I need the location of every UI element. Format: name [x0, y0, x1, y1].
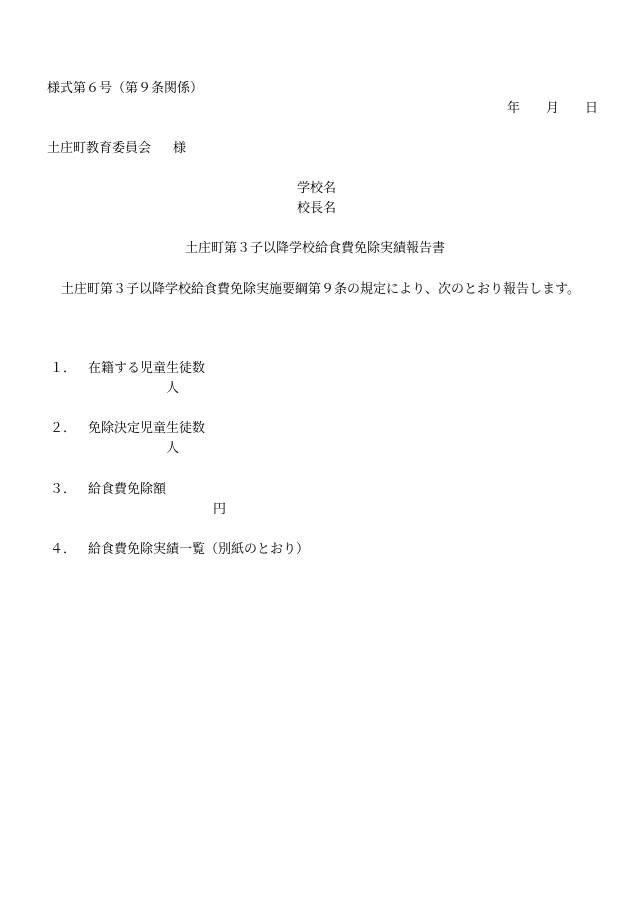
addressee: [47, 141, 186, 157]
principal-name-label: 校長名: [297, 201, 337, 216]
date-month-label: 月: [545, 101, 559, 116]
item-label: 在籍する児童生徒数: [88, 361, 206, 376]
item-label: 給食費免除実績一覧（別紙のとおり）: [88, 542, 310, 557]
date-line: [507, 101, 598, 117]
item-label: 免除決定児童生徒数: [88, 421, 206, 436]
addressee-honorific: 様: [173, 141, 187, 156]
item-number: ２．: [50, 421, 77, 436]
item-number: ４．: [50, 542, 77, 557]
date-day-label: 日: [584, 101, 598, 116]
date-year-label: 年: [506, 101, 520, 116]
document-body: 土庄町第３子以降学校給食費免除実施要綱第９条の規定により、次のとおり報告します。: [61, 282, 580, 297]
item-unit: 円: [213, 502, 227, 517]
item-unit: 人: [166, 441, 180, 456]
item-label: 給食費免除額: [88, 482, 167, 497]
form-number: 様式第６号（第９条関係）: [47, 81, 204, 96]
addressee-name: 土庄町教育委員会: [47, 141, 152, 156]
school-name-label: 学校名: [297, 181, 337, 196]
item-unit: 人: [166, 381, 180, 396]
document-title: 土庄町第３子以降学校給食費免除実績報告書: [184, 241, 445, 256]
item-number: １．: [50, 361, 77, 376]
item-number: ３．: [50, 482, 77, 497]
